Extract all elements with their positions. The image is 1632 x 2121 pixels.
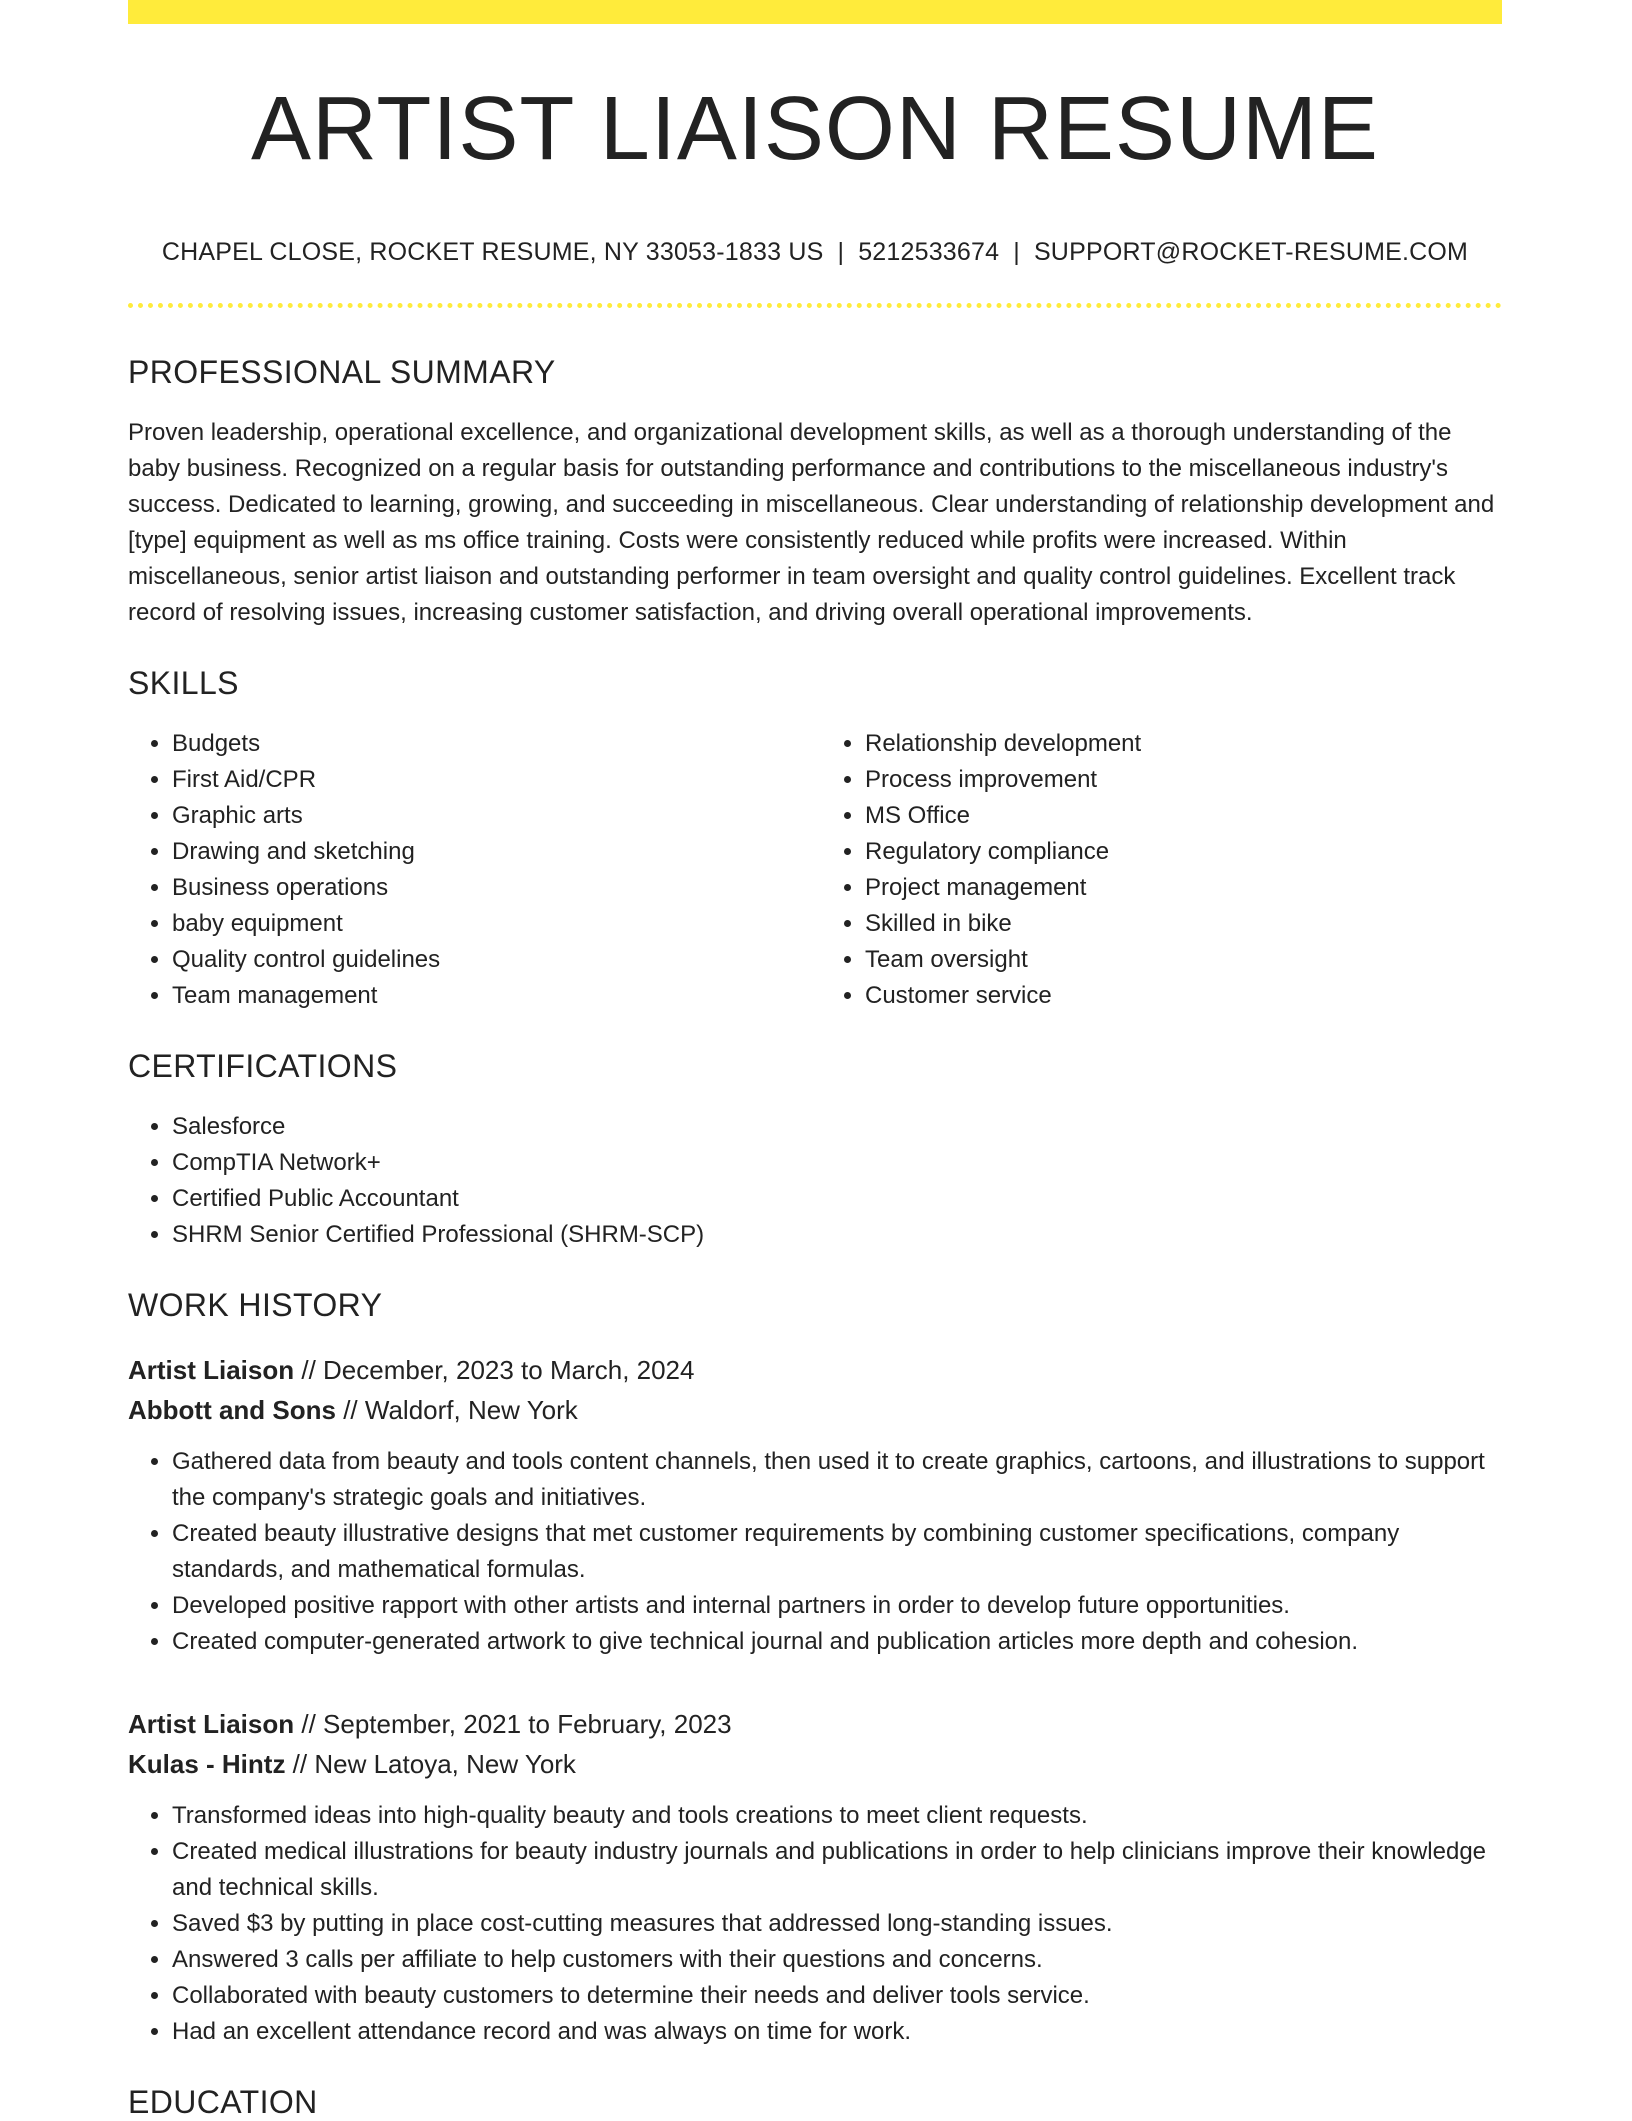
skill-item: • Business operations [172, 870, 815, 906]
job-bullet: • Gathered data from beauty and tools content channels, then used it to create graphics, cartoons, and illustrations to support the company's strategic goals and initiatives. [172, 1444, 1502, 1516]
skill-item: • Team management [172, 978, 815, 1014]
certifications-list [128, 1109, 1502, 1253]
skill-item: • Project management [865, 870, 1502, 906]
skills-list-right [815, 726, 1502, 1014]
certification-item: • SHRM Senior Certified Professional (SHRM-SCP) [172, 1217, 1502, 1253]
skill-item: • Budgets [172, 726, 815, 762]
skills-list-left [128, 726, 815, 1014]
job-bullet: • Transformed ideas into high-quality beauty and tools creations to meet client requests. [172, 1798, 1502, 1834]
certification-item: • Certified Public Accountant [172, 1181, 1502, 1217]
section-title-skills: SKILLS [128, 665, 239, 701]
job-title-line [128, 1350, 1502, 1390]
job-company: Abbott and Sons [128, 1395, 336, 1425]
phone: 5212533674 [858, 238, 1000, 266]
section-title-summary: PROFESSIONAL SUMMARY [128, 354, 556, 390]
top-accent-bar [128, 0, 1502, 24]
job-bullets [128, 1444, 1502, 1660]
summary-text: Proven leadership, operational excellence, and organizational development skills, as well as a thorough understanding of the baby business. Recognized on a regular basis for outstanding performance and contributions to the miscellaneous industry's success. Dedicated to learning, growing, and succeeding in miscellaneous. Clear understanding of relationship development and [type] equipment as well as ms office training. Costs were consistently reduced while profits were increased. Within miscellaneous, senior artist liaison and outstanding performer in team oversight and quality control guidelines. Excellent track record of resolving issues, increasing customer satisfaction, and driving overall operational improvements. [128, 419, 1495, 626]
separator: | [837, 238, 845, 266]
job-bullet: • Saved $3 by putting in place cost-cutting measures that addressed long-standing issues. [172, 1906, 1502, 1942]
job-company-line [128, 1744, 1502, 1784]
resume-page [128, 0, 1502, 2121]
section-title-education: EDUCATION [128, 2084, 318, 2120]
job-bullets [128, 1798, 1502, 2050]
job-company: Kulas - Hintz [128, 1749, 286, 1779]
address: CHAPEL CLOSE, ROCKET RESUME, NY 33053-1833 US [161, 238, 824, 266]
resume-title: ARTIST LIAISON RESUME [251, 79, 1379, 179]
job-dates: // December, 2023 to March, 2024 [294, 1355, 695, 1385]
job-location: // Waldorf, New York [335, 1395, 578, 1425]
job-title: Artist Liaison [128, 1709, 295, 1739]
separator: | [1013, 238, 1020, 266]
certification-item: • CompTIA Network+ [172, 1145, 1502, 1181]
job-dates: // September, 2021 to February, 2023 [294, 1709, 732, 1739]
email: SUPPORT@ROCKET-RESUME.COM [1033, 238, 1469, 266]
job-entry [128, 1704, 1502, 2050]
certification-item: • Salesforce [172, 1109, 1502, 1145]
job-company-line [128, 1390, 1502, 1430]
skill-item: • Skilled in bike [865, 906, 1502, 942]
job-bullet: • Collaborated with beauty customers to determine their needs and deliver tools service. [172, 1978, 1502, 2014]
skill-item: • First Aid/CPR [172, 762, 815, 798]
job-bullet: • Developed positive rapport with other artists and internal partners in order to develop future opportunities. [172, 1588, 1502, 1624]
skill-item: • Customer service [865, 978, 1502, 1014]
job-title: Artist Liaison [128, 1355, 295, 1385]
job-bullet: • Created beauty illustrative designs that met customer requirements by combining customer specifications, company standards, and mathematical formulas. [172, 1516, 1502, 1588]
job-bullet: • Created computer-generated artwork to give technical journal and publication articles more depth and cohesion. [172, 1624, 1502, 1660]
skill-item: • baby equipment [172, 906, 815, 942]
job-bullet: • Created medical illustrations for beauty industry journals and publications in order to help clinicians improve their knowledge and technical skills. [172, 1834, 1502, 1906]
skill-item: • Quality control guidelines [172, 942, 815, 978]
job-title-line [128, 1704, 1502, 1744]
skill-item: • Drawing and sketching [172, 834, 815, 870]
skill-item: • Process improvement [865, 762, 1502, 798]
job-entry [128, 1350, 1502, 1660]
skill-item: • Graphic arts [172, 798, 815, 834]
skill-item: • Regulatory compliance [865, 834, 1502, 870]
skills-columns [128, 702, 1502, 1014]
skill-item: • Team oversight [865, 942, 1502, 978]
section-title-work-history: WORK HISTORY [128, 1287, 383, 1323]
skill-item: • MS Office [865, 798, 1502, 834]
contact-line [128, 238, 1502, 267]
job-bullet: • Had an excellent attendance record and was always on time for work. [172, 2014, 1502, 2050]
job-bullet: • Answered 3 calls per affiliate to help customers with their questions and concerns. [172, 1942, 1502, 1978]
job-location: // New Latoya, New York [285, 1749, 576, 1779]
dotted-divider [128, 303, 1502, 308]
skill-item: • Relationship development [865, 726, 1502, 762]
section-title-certifications: CERTIFICATIONS [128, 1048, 398, 1084]
